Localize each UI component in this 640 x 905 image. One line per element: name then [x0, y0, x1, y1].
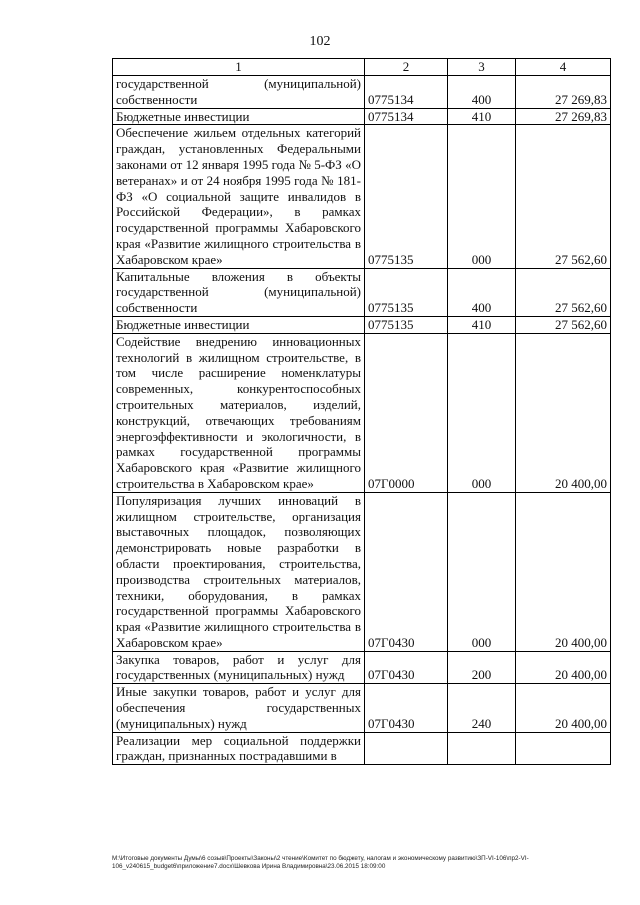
- row-amount: 27 269,83: [516, 76, 611, 109]
- table-row: [113, 268, 611, 316]
- row-code: 0775135: [365, 316, 448, 333]
- table-row: [113, 76, 611, 109]
- row-amount: 20 400,00: [516, 492, 611, 651]
- row-name: Бюджетные инвестиции: [113, 108, 365, 125]
- document-footer: [112, 855, 610, 871]
- row-name: Популяризация лучших инноваций в жилищном строительстве, организация выставочных площадок, позволяющих демонстрировать новые разработки в области проектирования, строительства, производства строительных материалов, техники, оборудования, в рамках государственной программы Хабаровского края «Развитие жилищного строительства в Хабаровском крае»: [113, 492, 365, 651]
- row-amount: 20 400,00: [516, 684, 611, 732]
- table-row: [113, 492, 611, 651]
- header-col-3: 3: [448, 59, 516, 76]
- row-code: 07Г0000: [365, 333, 448, 492]
- row-type: 000: [448, 333, 516, 492]
- budget-table: [112, 58, 611, 765]
- row-amount: 27 562,60: [516, 316, 611, 333]
- row-code: [365, 732, 448, 765]
- row-code: 07Г0430: [365, 492, 448, 651]
- table-row: [113, 333, 611, 492]
- row-type: 410: [448, 316, 516, 333]
- table-row: [113, 125, 611, 268]
- row-name: Содействие внедрению инновационных технологий в жилищном строительстве, в том числе расширение номенклатуры современных, конкурентоспособных строительных материалов, изделий, конструкций, отвечающих требованиям энергоэффективности и экологичности, в рамках государственной программы Хабаровского края «Развитие жилищного строительства в Хабаровском крае»: [113, 333, 365, 492]
- row-type: 000: [448, 492, 516, 651]
- row-type: 400: [448, 76, 516, 109]
- table-row: [113, 732, 611, 765]
- header-col-1: 1: [113, 59, 365, 76]
- row-amount: 20 400,00: [516, 651, 611, 684]
- row-type: 400: [448, 268, 516, 316]
- row-amount: [516, 732, 611, 765]
- row-code: 0775134: [365, 108, 448, 125]
- page-number: 102: [309, 34, 331, 49]
- row-name: Обеспечение жильем отдельных категорий граждан, установленных Федеральными законами от 12 января 1995 года № 5-ФЗ «О ветеранах» и от 24 ноября 1995 года № 181-ФЗ «О социальной защите инвалидов в Российской Федерации», в рамках государственной программы Хабаровского края «Развитие жилищного строительства в Хабаровском крае»: [113, 125, 365, 268]
- table-row: [113, 316, 611, 333]
- table-row: [113, 684, 611, 732]
- row-amount: 20 400,00: [516, 333, 611, 492]
- row-amount: 27 269,83: [516, 108, 611, 125]
- row-amount: 27 562,60: [516, 125, 611, 268]
- header-col-2: 2: [365, 59, 448, 76]
- row-name: Закупка товаров, работ и услуг для государственных (муниципальных) нужд: [113, 651, 365, 684]
- header-col-4: 4: [516, 59, 611, 76]
- row-type: 240: [448, 684, 516, 732]
- table-row: [113, 108, 611, 125]
- row-type: 000: [448, 125, 516, 268]
- row-name: Реализации мер социальной поддержки граждан, признанных пострадавшими в: [113, 732, 365, 765]
- row-code: 0775135: [365, 268, 448, 316]
- table-row: [113, 651, 611, 684]
- row-code: 0775135: [365, 125, 448, 268]
- row-code: 07Г0430: [365, 684, 448, 732]
- footer-path-line: 106_v240615_budget6\приложение7.docx\Шевкова Ирина Владимировна\23.06.2015 18:09:00: [112, 863, 386, 870]
- footer-path-line: M:\Итоговые документы Думы\6 созыв\Проекты\Законы\2 чтение\Комитет по бюджету, налогам и экономическому развитию\ЗП-VI-106\пр2-VI-: [112, 855, 529, 862]
- row-type: 410: [448, 108, 516, 125]
- row-amount: 27 562,60: [516, 268, 611, 316]
- row-name: Капитальные вложения в объекты государственной (муниципальной) собственности: [113, 268, 365, 316]
- row-code: 0775134: [365, 76, 448, 109]
- row-name: Бюджетные инвестиции: [113, 316, 365, 333]
- row-code: 07Г0430: [365, 651, 448, 684]
- row-name: Иные закупки товаров, работ и услуг для обеспечения государственных (муниципальных) нужд: [113, 684, 365, 732]
- row-type: [448, 732, 516, 765]
- row-name: государственной (муниципальной) собственности: [113, 76, 365, 109]
- table-header-row: [113, 59, 611, 76]
- row-type: 200: [448, 651, 516, 684]
